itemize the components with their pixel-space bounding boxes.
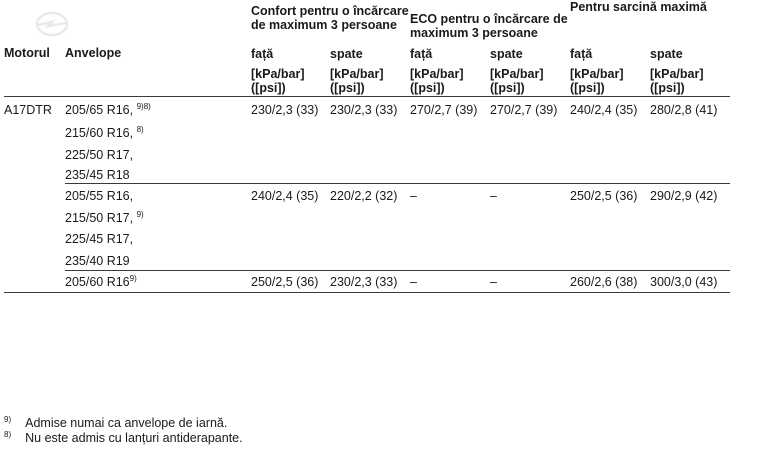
pressure-value: 230/2,3 (33) (330, 275, 398, 289)
pressure-value: 240/2,4 (35) (251, 189, 319, 203)
motor-cell: A17DTR (4, 103, 52, 117)
header-motor: Motorul (4, 46, 50, 60)
brand-logo-icon (34, 10, 70, 38)
pressure-value: 260/2,6 (38) (570, 275, 638, 289)
pressure-value: 240/2,4 (35) (570, 103, 638, 117)
pressure-value: 270/2,7 (39) (410, 103, 478, 117)
header-rear: spate (330, 47, 363, 61)
tyre-size: 215/50 R17, $^{9)}$ (65, 210, 144, 225)
pressure-value: 230/2,3 (33) (251, 103, 319, 117)
row-divider (65, 183, 730, 184)
footnote: $^{9)}$ Admise numai ca anvelope de iarnă. (4, 415, 228, 430)
pressure-value: 300/3,0 (43) (650, 275, 718, 289)
tyre-size: 215/60 R16, $^{8)}$ (65, 125, 144, 140)
header-front: față (251, 47, 274, 61)
pressure-value: 220/2,2 (32) (330, 189, 398, 203)
unit-label: [kPa/bar] ([psi]) (490, 67, 544, 95)
tyre-size: 205/60 R16$^{9)}$ (65, 274, 137, 289)
pressure-value: 290/2,9 (42) (650, 189, 718, 203)
unit-label: [kPa/bar] ([psi]) (650, 67, 704, 95)
footnote: $^{8)}$ Nu este admis cu lanțuri antiderapante. (4, 430, 243, 445)
pressure-value: 280/2,8 (41) (650, 103, 718, 117)
tyre-size: 205/55 R16, (65, 189, 134, 203)
table-bottom-rule (4, 292, 730, 293)
header-rear: spate (650, 47, 683, 61)
header-rear: spate (490, 47, 523, 61)
pressure-value: 270/2,7 (39) (490, 103, 558, 117)
pressure-value: 250/2,5 (36) (570, 189, 638, 203)
header-tyres: Anvelope (65, 46, 122, 60)
pressure-value: 230/2,3 (33) (330, 103, 398, 117)
header-front: față (570, 47, 593, 61)
header-front: față (410, 47, 433, 61)
pressure-value: 250/2,5 (36) (251, 275, 319, 289)
unit-label: [kPa/bar] ([psi]) (251, 67, 305, 95)
header-group-comfort: Confort pentru o încărcare de maximum 3 persoane (251, 4, 409, 32)
pressure-value: – (410, 275, 417, 289)
tyre-size: 235/40 R19 (65, 254, 130, 268)
tyre-size: 205/65 R16, $^{9)8)}$ (65, 102, 151, 117)
tyre-size: 225/50 R17, (65, 148, 134, 162)
unit-label: [kPa/bar] ([psi]) (330, 67, 384, 95)
row-divider (65, 270, 730, 271)
header-group-eco: ECO pentru o încărcare de maximum 3 persoane (410, 12, 568, 40)
tyre-size: 225/45 R17, (65, 232, 134, 246)
pressure-value: – (490, 275, 497, 289)
unit-label: [kPa/bar] ([psi]) (570, 67, 624, 95)
pressure-value: – (490, 189, 497, 203)
pressure-value: – (410, 189, 417, 203)
header-divider (4, 96, 730, 97)
header-group-max-load: Pentru sarcină maximă (570, 0, 707, 14)
tyre-size: 235/45 R18 (65, 168, 130, 182)
unit-label: [kPa/bar] ([psi]) (410, 67, 464, 95)
